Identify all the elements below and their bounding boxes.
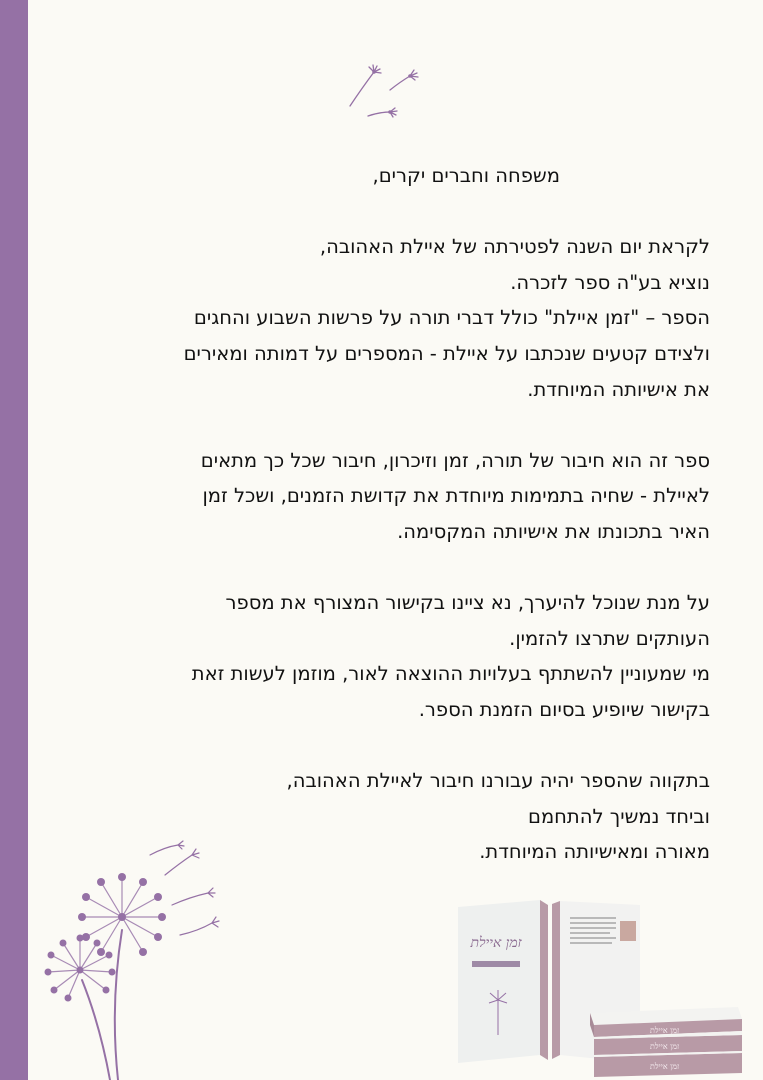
book-cover-title [469, 935, 522, 951]
letter-line: בקישור שיופיע בסיום הזמנת הספר. [418, 697, 710, 721]
svg-text:זמן איילת: זמן איילת [470, 935, 522, 951]
letter-line: על מנת שנוכל להיערך, נא ציינו בקישור המצורף את מספר [225, 591, 710, 615]
book-back-photo [620, 921, 636, 941]
letter-line: האיר בתכונתו את אישיותה המקסימה. [397, 519, 710, 543]
letter-body [70, 158, 710, 870]
letter-line: לקראת יום השנה לפטירתה של איילת האהובה, [319, 235, 710, 259]
dandelion-seeds-icon [340, 58, 430, 128]
letter-line: מאורה ומאישיותה המיוחדת. [479, 840, 710, 864]
dandelion-flowers-icon [40, 835, 240, 1080]
book-stack-illustration [450, 895, 750, 1080]
book-spine-title: זמן איילת [650, 1026, 680, 1035]
letter-line: בתקווה שהספר יהיה עבורנו חיבור לאיילת האהובה, [286, 769, 710, 793]
letter-line: לאיילת - שחיה בתמימות מיוחדת את קדושת הזמנים, ושכל זמן [202, 484, 710, 508]
letter-line: ספר זה הוא חיבור של תורה, זמן וזיכרון, חיבור שכל כך מתאים [200, 448, 710, 472]
book-cover-banner [472, 961, 520, 967]
book-spine-title: זמן איילת [650, 1042, 680, 1051]
letter-greeting: משפחה וחברים יקרים, [372, 164, 560, 187]
letter-line: הספר – "זמן איילת" כולל דברי תורה על פרשות השבוע והחגים [193, 306, 710, 330]
decorative-side-bar [0, 0, 28, 1080]
letter-line: העותקים שתרצו להזמין. [509, 626, 710, 650]
letter-line: וביחד נמשיך להתחמם [528, 804, 710, 828]
letter-line: ולצידם קטעים שנכתבו על איילת - המספרים על דמותה ומאירים [183, 341, 710, 365]
letter-line: מי שמעוניין להשתתף בעלויות ההוצאה לאור, מוזמן לעשות זאת [191, 662, 710, 686]
letter-line: את אישיותה המיוחדת. [527, 377, 710, 401]
letter-line: נוציא בע"ה ספר לזכרה. [510, 270, 710, 294]
book-spine-title: זמן איילת [650, 1062, 680, 1071]
